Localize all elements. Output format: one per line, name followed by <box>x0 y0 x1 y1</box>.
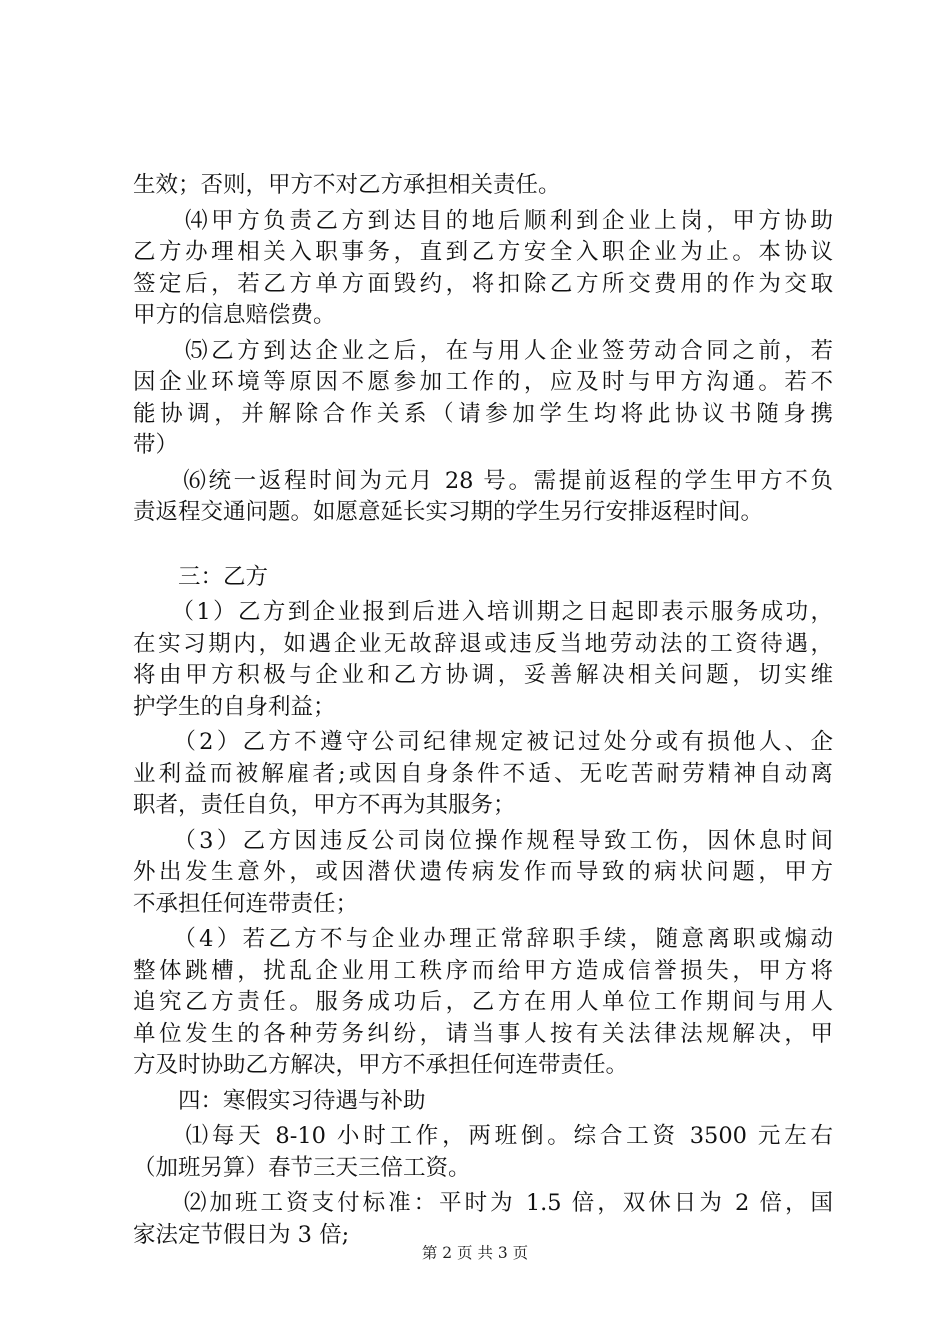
section-gap <box>133 529 833 562</box>
text-line: ⑷甲方负责乙方到达目的地后顺利到企业上岗，甲方协助 <box>133 207 833 234</box>
paragraph-p2 <box>133 206 833 332</box>
text-line: 签定后，若乙方单方面毁约，将扣除乙方所交费用的作为交取 <box>133 270 833 297</box>
text-line: 甲方的信息赔偿费。 <box>133 302 336 328</box>
text-line: 业利益而被解雇者;或因自身条件不适、无吃苦耐劳精神自动离 <box>133 760 833 787</box>
text-line: （1）乙方到企业报到后进入培训期之日起即表示服务成功， <box>133 599 833 625</box>
text-line: 能协调，并解除合作关系（请参加学生均将此协议书随身携 <box>133 400 833 427</box>
text-line: 单位发生的各种劳务纠纷，请当事人按有关法律法规解决，甲 <box>133 1020 833 1047</box>
paragraph-h4 <box>133 1086 833 1118</box>
paragraph-p5 <box>133 597 833 723</box>
text-line: 乙方办理相关入职事务，直到乙方安全入职企业为止。本协议 <box>133 239 833 265</box>
paragraph-p10 <box>133 1188 833 1251</box>
text-line: 整体跳槽，扰乱企业用工秩序而给甲方造成信誉损失，甲方将 <box>133 957 833 984</box>
text-line: （3）乙方因违反公司岗位操作规程导致工伤，因休息时间 <box>133 827 833 854</box>
text-line: （4）若乙方不与企业办理正常辞职手续，随意离职或煽动 <box>133 926 833 952</box>
text-line: 带） <box>133 432 179 458</box>
text-line: 责返程交通问题。如愿意延长实习期的学生另行安排返程时间。 <box>133 499 764 525</box>
text-line: ⑸乙方到达企业之后，在与用人企业签劳动合同之前，若 <box>133 337 833 364</box>
text-line: ⑹统一返程时间为元月 28 号。需提前返程的学生甲方不负 <box>133 467 833 494</box>
paragraph-h3 <box>133 562 833 594</box>
text-line: （加班另算）春节三天三倍工资。 <box>133 1154 471 1181</box>
document-body <box>133 170 833 1251</box>
text-line: 四：寒假实习待遇与补助 <box>133 1087 426 1114</box>
text-line: 护学生的自身利益； <box>133 693 336 720</box>
text-line: 方及时协助乙方解决，甲方不承担任何连带责任。 <box>133 1052 629 1078</box>
text-line: 追究乙方责任。服务成功后，乙方在用人单位工作期间与用人 <box>133 989 833 1015</box>
text-line: 因企业环境等原因不愿参加工作的，应及时与甲方沟通。若不 <box>133 369 833 395</box>
page-footer: 第 2 页 共 3 页 <box>421 1244 529 1262</box>
text-line: 生效；否则，甲方不对乙方承担相关责任。 <box>133 172 561 198</box>
text-line: 家法定节假日为 3 倍; <box>133 1221 350 1248</box>
text-line: 将由甲方积极与企业和乙方协调，妥善解决相关问题，切实维 <box>133 662 833 688</box>
text-line: （2）乙方不遵守公司纪律规定被记过处分或有损他人、企 <box>133 729 833 755</box>
text-line: 职者，责任自负，甲方不再为其服务； <box>133 792 516 818</box>
text-line: ⑵加班工资支付标准：平时为 1.5 倍，双休日为 2 倍，国 <box>133 1190 833 1216</box>
paragraph-p6 <box>133 727 833 822</box>
paragraph-p8 <box>133 924 833 1082</box>
paragraph-p9 <box>133 1121 833 1184</box>
paragraph-p7 <box>133 826 833 921</box>
text-line: 外出发生意外，或因潜伏遗传病发作而导致的病状问题，甲方 <box>133 859 833 885</box>
text-line: 三：乙方 <box>133 563 269 590</box>
text-line: 在实习期内，如遇企业无故辞退或违反当地劳动法的工资待遇， <box>133 630 833 657</box>
text-line: ⑴每天 8-10 小时工作，两班倒。综合工资 3500 元左右 <box>133 1123 833 1149</box>
text-line: 不承担任何连带责任； <box>133 890 359 917</box>
paragraph-p3 <box>133 336 833 462</box>
paragraph-p4 <box>133 466 833 529</box>
paragraph-p1 <box>133 170 833 202</box>
